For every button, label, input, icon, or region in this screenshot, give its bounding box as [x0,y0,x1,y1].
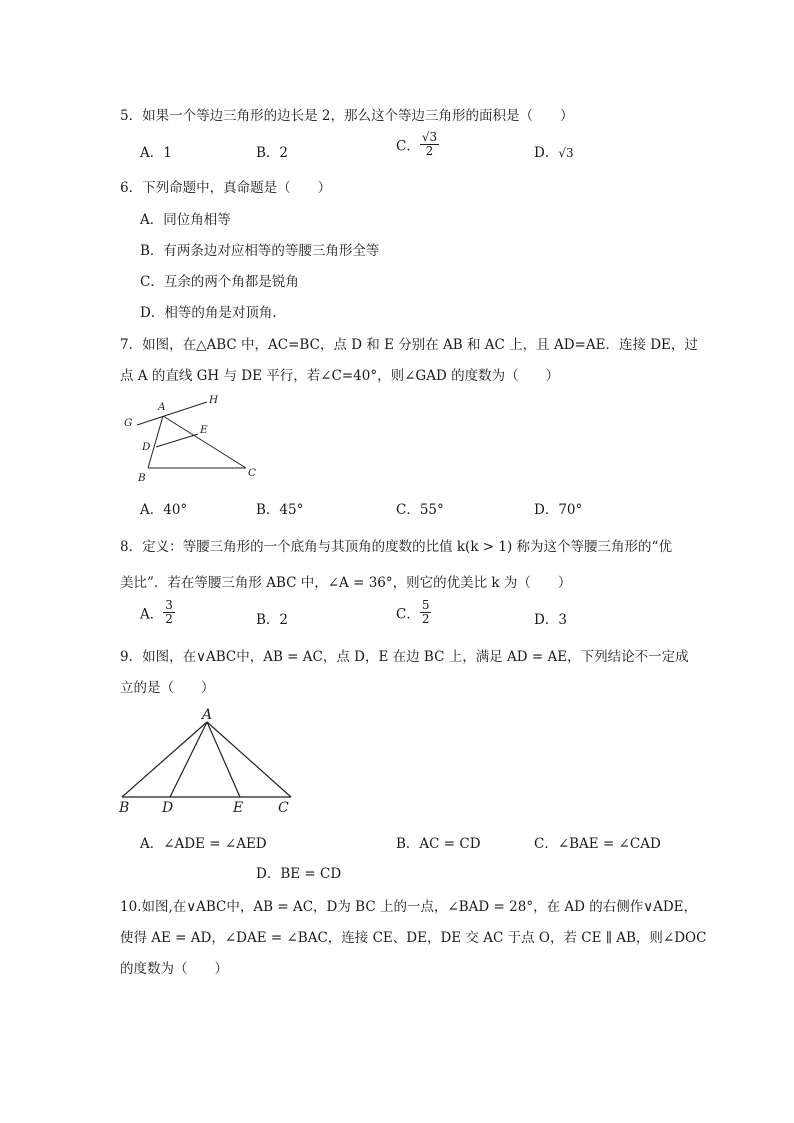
q9-stem-line1: 9．如图，在∨ABC中，AB = AC，点 D，E 在边 BC 上，满足 AD = AE，下列结论不一定成 [120,649,689,665]
q7-label-h: H [209,394,219,406]
q5-stem: 5．如果一个等边三角形的边长是 2，那么这个等边三角形的面积是（ ） [120,108,574,124]
q8-stem-line1: 8．定义：等腰三角形的一个底角与其顶角的度数的比值 k(k > 1) 称为这个等腰三角形的“优 [120,539,672,555]
q7-stem-line2: 点 A 的直线 GH 与 DE 平行，若∠C=40°，则∠GAD 的度数为（ ） [120,368,560,384]
q8-option-d: D．3 [534,612,567,628]
q7-label-a: A [158,401,166,413]
q9-option-a: A．∠ADE = ∠AED [140,836,267,852]
q9-segment-ad [170,722,207,797]
q8-option-b: B．2 [256,612,289,628]
q7-label-d: D [142,441,151,453]
q5-option-b: B．2 [256,145,289,161]
q9-segment-ab [122,722,207,797]
q7-option-a: A．40° [140,502,188,518]
q7-label-b: B [138,472,146,484]
q9-option-d: D．BE = CD [256,866,342,882]
q9-label-c: C [278,800,289,816]
q8-option-a-fraction: $\frac{3}{2}$ [165,598,173,626]
q10-stem-line2: 使得 AE = AD，∠DAE = ∠BAC，连接 CE、DE，DE 交 AC 于点 O，若 CE ∥ AB，则∠DOC [120,930,707,946]
q5-option-c: C． $\frac{√3}{2}$ [396,130,438,158]
q7-label-c: C [248,467,257,479]
q5-option-d: D．√3 [534,145,574,161]
q9-segment-ae [207,722,240,797]
q7-segment-de [156,434,198,447]
q6-option-c: C．互余的两个角都是锐角 [140,274,299,290]
q7-option-d: D．70° [534,502,583,518]
q7-segment-ab [148,416,163,468]
q5-option-c-fraction: $\frac{√3}{2}$ [421,130,438,158]
q8-stem-line2: 美比”．若在等腰三角形 ABC 中，∠A = 36°，则它的优美比 k 为（ ） [120,575,572,591]
q6-option-a: A．同位角相等 [140,212,231,228]
q7-option-b: B．45° [256,502,304,518]
q8-option-c-fraction: $\frac{5}{2}$ [421,598,430,626]
q5-option-a: A．1 [140,145,172,161]
q7-line-gh [137,402,207,425]
q9-label-b: B [119,800,130,816]
q7-option-c: C．55° [396,502,444,518]
q8-option-c: C． $\frac{5}{2}$ [396,598,430,626]
q7-segment-ac [163,416,246,468]
q6-option-b: B．有两条边对应相等的等腰三角形全等 [140,243,380,259]
q9-option-c: C．∠BAE = ∠CAD [534,836,661,852]
q7-label-e: E [200,424,208,436]
q9-label-a: A [202,707,213,723]
q10-stem-line1: 10.如图,在∨ABC中，AB = AC，D为 BC 上的一点，∠BAD = 28°，在 AD 的右侧作∨ADE， [120,899,698,915]
q9-option-b: B．AC = CD [396,836,481,852]
q9-segment-ac [207,722,291,797]
q9-label-e: E [233,800,244,816]
q10-stem-line3: 的度数为（ ） [120,961,228,977]
q9-label-d: D [162,800,174,816]
q7-label-g: G [124,417,133,429]
q8-option-a: A． $\frac{3}{2}$ [140,598,173,626]
q6-option-d: D．相等的角是对顶角． [140,305,286,321]
q7-stem-line1: 7．如图，在△ABC 中，AC=BC，点 D 和 E 分别在 AB 和 AC 上，且 AD=AE．连接 DE，过 [120,337,698,353]
q9-stem-line2: 立的是（ ） [120,680,215,696]
q6-stem: 6．下列命题中，真命题是（ ） [120,180,332,196]
